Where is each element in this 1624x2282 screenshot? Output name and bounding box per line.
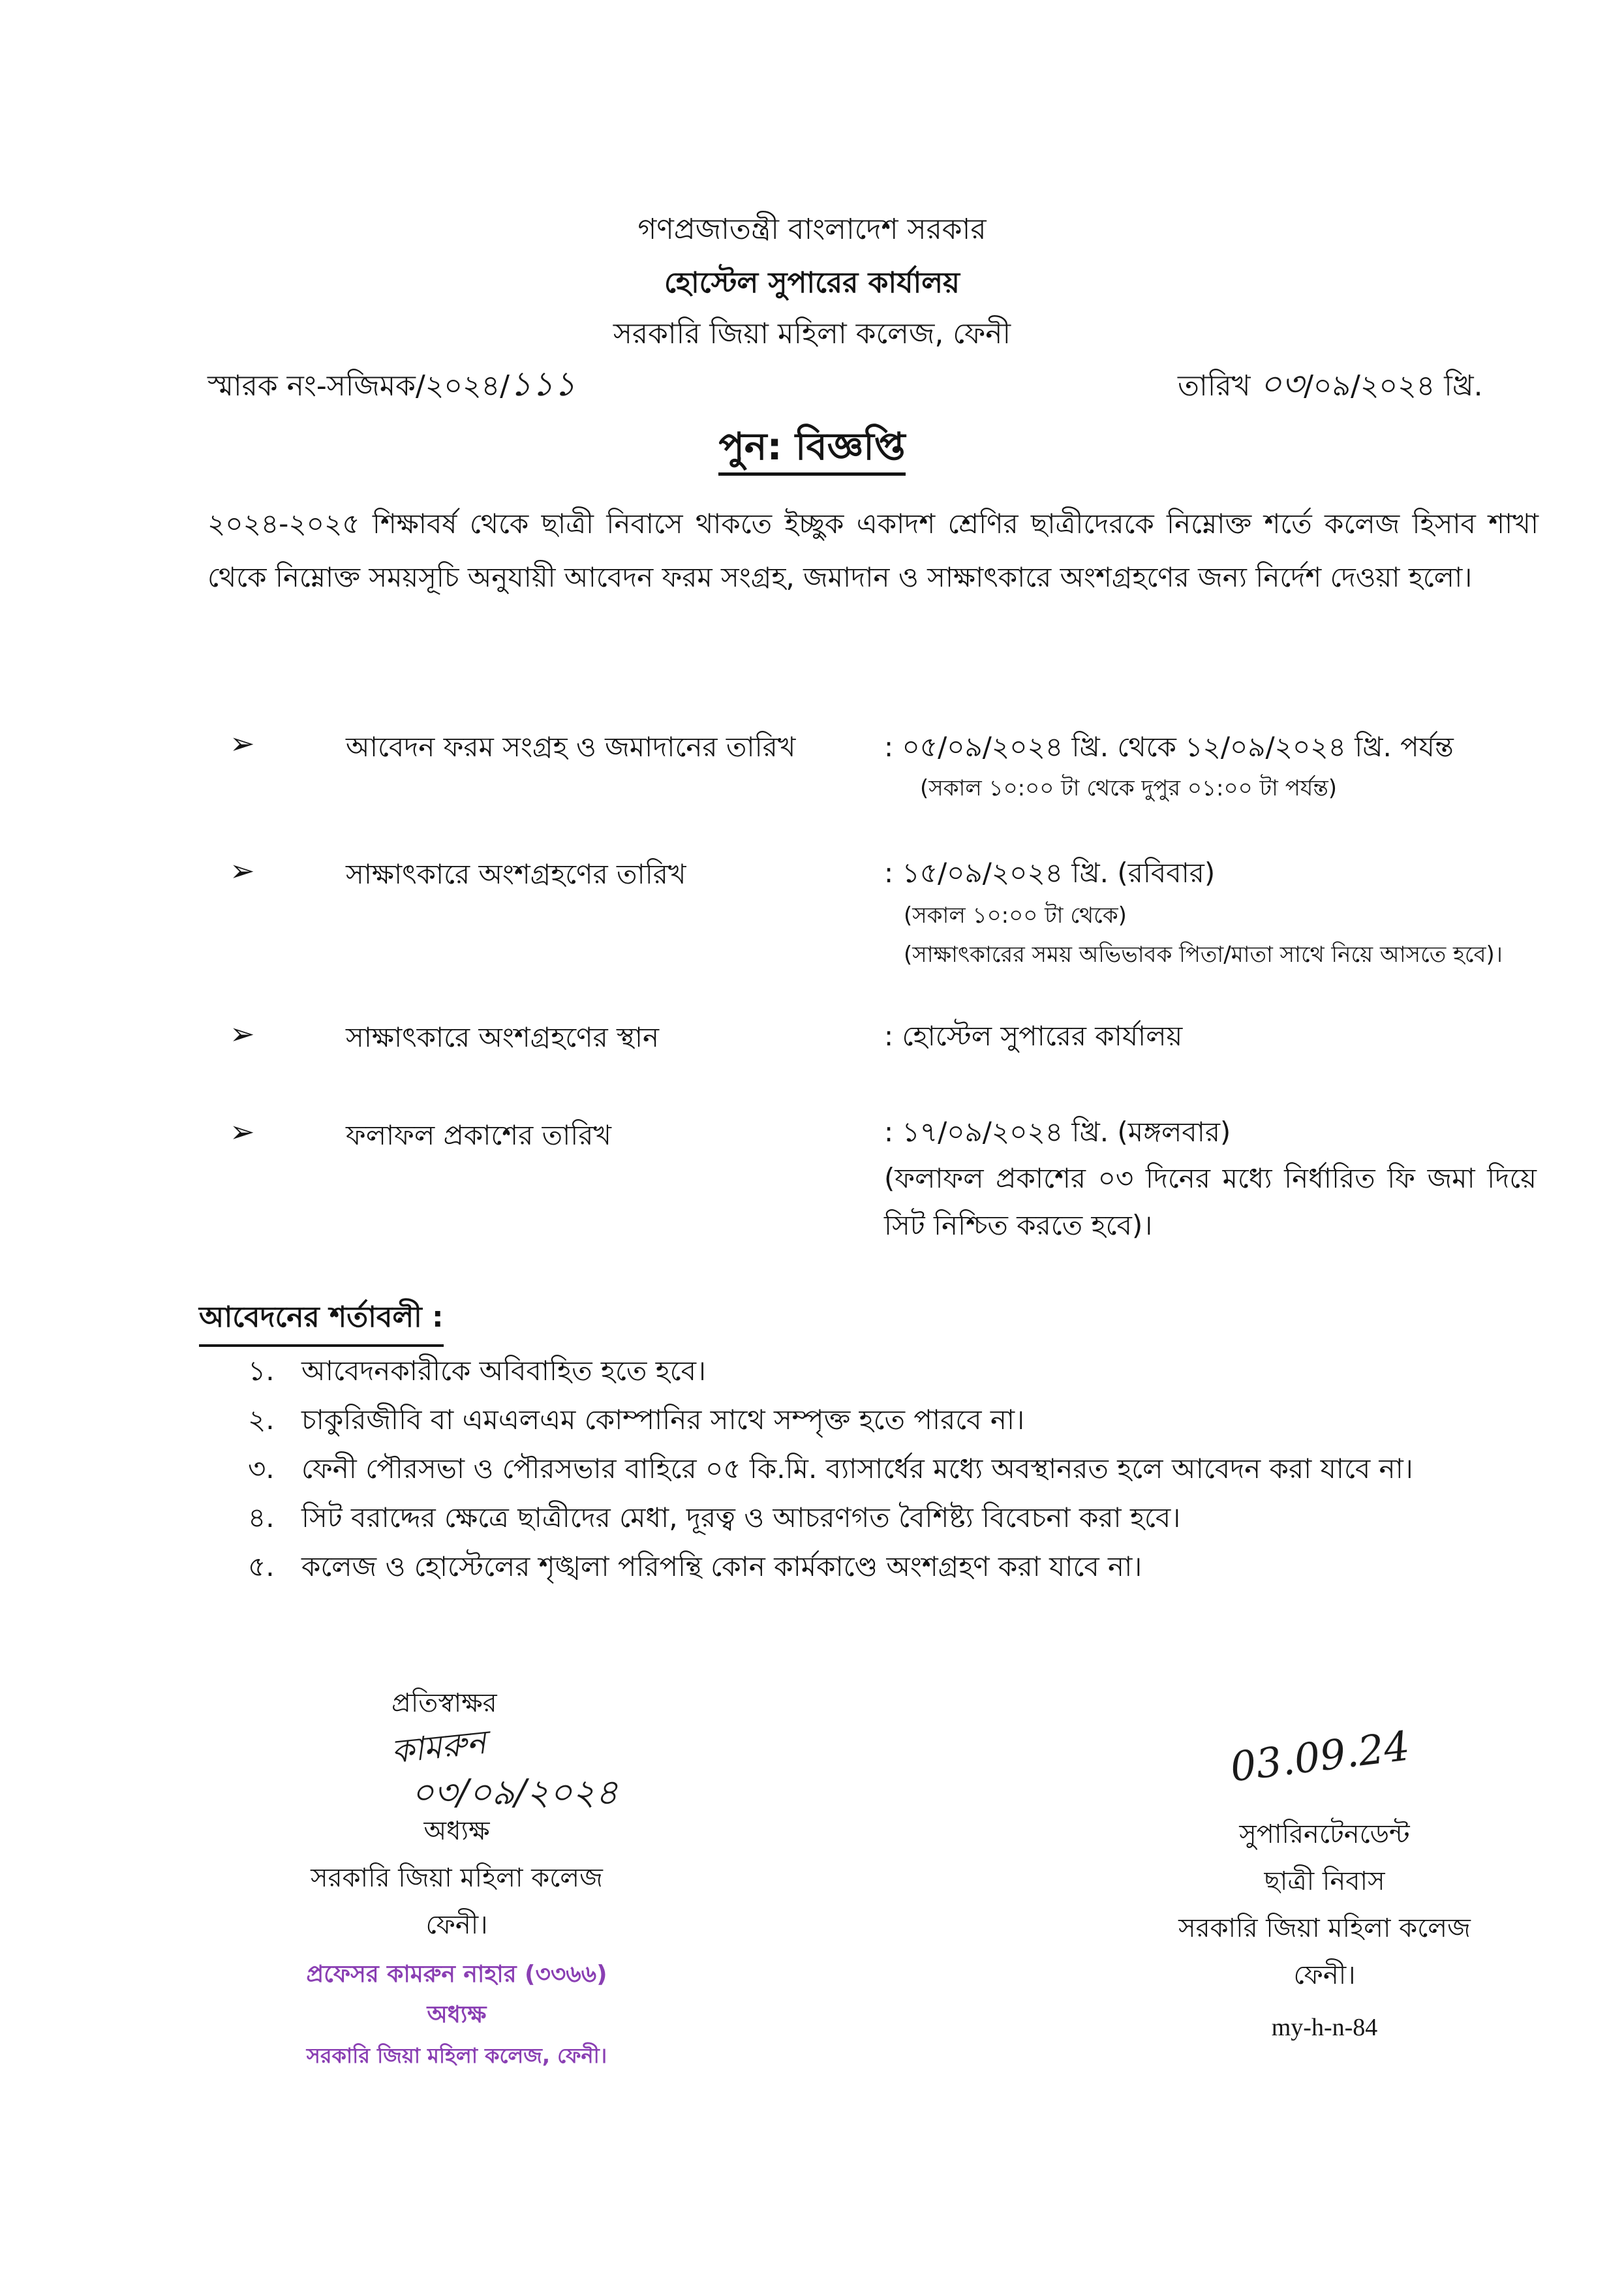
schedule-label: ফলাফল প্রকাশের তারিখ — [346, 1119, 611, 1151]
countersign-signature-date: ০৩/০৯/২০২৪ — [411, 1772, 619, 1813]
document-code: my-h-n-84 — [1271, 2014, 1378, 2041]
schedule-value: : ০৫/০৯/২০২৪ খ্রি. থেকে ১২/০৯/২০২৪ খ্রি. পর্যন্ত — [884, 731, 1454, 763]
schedule-label: সাক্ষাৎকারে অংশগ্রহণের স্থান — [346, 1021, 660, 1053]
condition-text: ফেনী পৌরসভা ও পৌরসভার বাহিরে ০৫ কি.মি. ব্যাসার্ধের মধ্যে অবস্থানরত হলে আবেদন করা যাবে না। — [301, 1453, 1413, 1485]
schedule-note-guardian: (সাক্ষাৎকারের সময় অভিভাবক পিতা/মাতা সাথে নিয়ে আসতে হবে)। — [904, 942, 1503, 968]
schedule-value: : ১৫/০৯/২০২৪ খ্রি. (রবিবার) — [884, 857, 1216, 889]
countersign-block — [274, 1808, 639, 1949]
arrow-bullet-icon: ➢ — [230, 1016, 255, 1051]
memo-date — [1178, 358, 1483, 414]
superintendent-signature: 03.09.24 — [1227, 1721, 1413, 1791]
superintendent-city: ফেনী। — [1293, 1960, 1356, 1990]
countersign-role: অধ্যক্ষ — [423, 1816, 490, 1846]
condition-item — [248, 1398, 1024, 1445]
arrow-bullet-icon: ➢ — [230, 853, 255, 888]
seal-role: অধ্যক্ষ — [427, 2001, 487, 2028]
schedule-label: সাক্ষাৎকারে অংশগ্রহণের তারিখ — [346, 858, 686, 890]
condition-text: সিট বরাদ্দের ক্ষেত্রে ছাত্রীদের মেধা, দূরত্ব ও আচরণগত বৈশিষ্ট্য বিবেচনা করা হবে। — [301, 1502, 1181, 1534]
date-rest: /০৯/২০২৪ খ্রি. — [1304, 369, 1483, 403]
arrow-bullet-icon: ➢ — [230, 1114, 255, 1149]
header-office: হোস্টেল সুপারের কার্যালয় — [664, 266, 960, 300]
superintendent-role: সুপারিনটেনডেন্ট — [1239, 1819, 1410, 1849]
superintendent-institution: সরকারি জিয়া মহিলা কলেজ — [1178, 1913, 1471, 1943]
condition-number: ৫. — [248, 1550, 275, 1582]
countersign-city: ফেনী। — [425, 1910, 488, 1940]
condition-text: কলেজ ও হোস্টেলের শৃঙ্খলা পরিপন্থি কোন কার্মকাণ্ডে অংশগ্রহণ করা যাবে না। — [301, 1550, 1142, 1582]
principal-seal-stamp — [274, 1954, 639, 2076]
date-handwritten-day: ০৩ — [1259, 365, 1304, 404]
condition-item — [248, 1447, 1413, 1494]
intro-paragraph: ২০২৪-২০২৫ শিক্ষাবর্ষ থেকে ছাত্রী নিবাসে থাকতে ইচ্ছুক একাদশ শ্রেণির ছাত্রীদেরকে নিম্নোক্ত শর্তে কলেজ হিসাব শাখা থেকে নিম্নোক্ত সময়সূচি অনুযায়ী আবেদন ফরম সংগ্রহ, জমাদান ও সাক্ষাৎকারে অংশগ্রহণের জন্য নির্দেশ দেওয়া হলো। — [207, 508, 1539, 593]
countersign-label: প্রতিস্বাক্ষর — [391, 1688, 497, 1718]
condition-text: আবেদনকারীকে অবিবাহিত হতে হবে। — [301, 1355, 707, 1387]
schedule-value: : হোস্টেল সুপারের কার্যালয় — [884, 1020, 1183, 1052]
condition-item — [248, 1545, 1142, 1592]
condition-number: ৩. — [248, 1453, 275, 1485]
condition-item — [248, 1496, 1180, 1543]
memo-number — [207, 358, 575, 414]
countersign-signature: কামরুন — [389, 1723, 488, 1771]
condition-number: ১. — [248, 1355, 275, 1387]
countersign-institution: সরকারি জিয়া মহিলা কলেজ — [311, 1863, 603, 1893]
superintendent-dept: ছাত্রী নিবাস — [1264, 1866, 1385, 1896]
memo-prefix: স্মারক নং-সজিমক/২০২৪/ — [207, 369, 510, 403]
schedule-note: (সকাল ১০:০০ টা থেকে) — [904, 902, 1127, 929]
date-prefix: তারিখ — [1178, 369, 1260, 403]
condition-number: ২. — [248, 1404, 275, 1436]
superintendent-block — [1129, 1811, 1520, 1999]
header-college: সরকারি জিয়া মহিলা কলেজ, ফেনী — [613, 317, 1011, 350]
seal-institution: সরকারি জিয়া মহিলা কলেজ, ফেনী। — [306, 2043, 607, 2068]
condition-text: চাকুরিজীবি বা এমএলএম কোম্পানির সাথে সম্পৃক্ত হতে পারবে না। — [301, 1404, 1025, 1436]
schedule-note: (সকাল ১০:০০ টা থেকে দুপুর ০১:০০ টা পর্যন্ত) — [920, 775, 1338, 801]
condition-item — [248, 1349, 706, 1396]
header-government: গণপ্রজাতন্ত্রী বাংলাদেশ সরকার — [637, 213, 987, 246]
arrow-bullet-icon: ➢ — [230, 726, 255, 761]
conditions-title: আবেদনের শর্তাবলী : — [199, 1295, 444, 1347]
seal-name: প্রফেসর কামরুন নাহার (৩৩৬৬) — [306, 1961, 607, 1988]
notice-title-text: পুন: বিজ্ঞপ্তি — [718, 424, 905, 476]
schedule-label: আবেদন ফরম সংগ্রহ ও জমাদানের তারিখ — [346, 731, 796, 763]
schedule-value: : ১৭/০৯/২০২৪ খ্রি. (মঙ্গলবার) — [884, 1116, 1231, 1148]
memo-handwritten-number: ১১১ — [509, 365, 576, 404]
schedule-note: (ফলাফল প্রকাশের ০৩ দিনের মধ্যে নির্ধারিত ফি জমা দিয়ে সিট নিশ্চিত করতে হবে)। — [884, 1162, 1537, 1241]
condition-number: ৪. — [248, 1502, 275, 1534]
notice-title — [0, 418, 1624, 481]
